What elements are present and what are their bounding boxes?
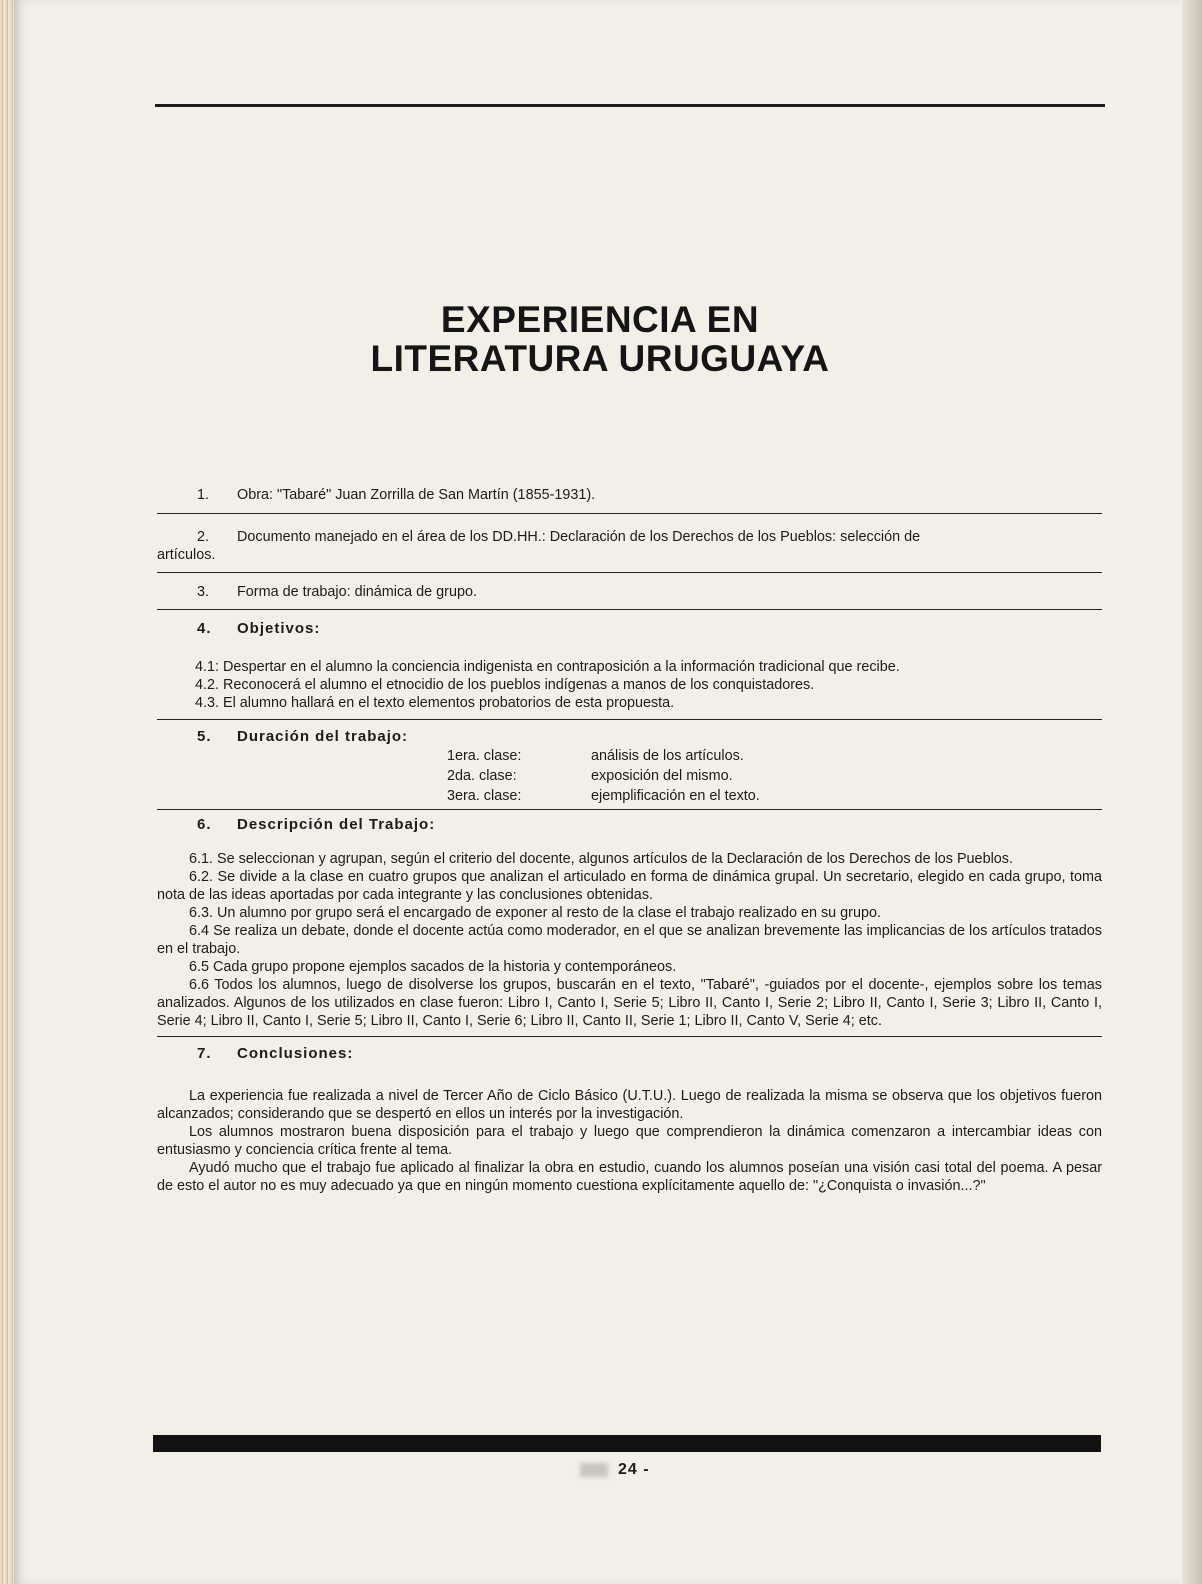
section-number: 4. — [197, 620, 212, 637]
page-edge-shadow — [1182, 0, 1202, 1584]
page-title — [330, 300, 870, 378]
section-number: 1. — [197, 487, 210, 503]
divider — [157, 1036, 1102, 1037]
duracion-table — [157, 747, 1102, 809]
section-number: 6. — [197, 816, 212, 833]
duracion-row — [157, 747, 1102, 767]
duracion-row — [157, 787, 1102, 807]
duracion-heading: Duración del trabajo: — [237, 728, 409, 745]
divider — [157, 513, 1102, 514]
obra-text: Obra: "Tabaré" Juan Zorrilla de San Martín (1855-1931). — [237, 487, 596, 503]
page-edge-stack — [0, 0, 14, 1584]
section-number: 7. — [197, 1045, 212, 1062]
clase-value: ejemplificación en el texto. — [591, 788, 760, 804]
page-number: 24 - — [618, 1461, 650, 1478]
descripcion-paragraph: 6.5 Cada grupo propone ejemplos sacados de la historia y contemporáneos. — [189, 959, 677, 975]
clase-label: 2da. clase: — [447, 768, 517, 784]
conclusiones-paragraph: Ayudó mucho que el trabajo fue aplicado al finalizar la obra en estudio, cuando los alumnos poseían una visión casi total del poema. A pesar de esto el autor no es muy adecuado ya que en ningún momento cuestiona explícitamente aquello de: "¿Conquista o invasión...?" — [157, 1160, 1102, 1194]
title-line-1: EXPERIENCIA EN — [440, 299, 760, 340]
section-documento — [157, 528, 1102, 573]
clase-value: análisis de los artículos. — [591, 748, 744, 764]
divider — [157, 809, 1102, 810]
title-line-2: LITERATURA URUGUAYA — [370, 338, 830, 379]
conclusiones-heading: Conclusiones: — [237, 1045, 354, 1062]
clase-label: 1era. clase: — [447, 748, 522, 764]
documento-text: Documento manejado en el área de los DD.HH.: Declaración de los Derechos de los Pueblos: selección de — [237, 529, 921, 545]
objetivos-heading: Objetivos: — [237, 620, 321, 637]
divider — [157, 719, 1102, 720]
section-duracion — [157, 728, 1102, 810]
forma-text: Forma de trabajo: dinámica de grupo. — [237, 584, 477, 600]
descripcion-paragraph: 6.4 Se realiza un debate, donde el docente actúa como moderador, en el que se analizan brevemente las implicancias de los artículos tratados en el trabajo. — [157, 923, 1102, 957]
clase-value: exposición del mismo. — [591, 768, 733, 784]
objetivo-line: 4.3. El alumno hallará en el texto elementos probatorios de esta propuesta. — [195, 695, 675, 711]
descripcion-paragraph: 6.2. Se divide a la clase en cuatro grupos que analizan el articulado en forma de dinámica grupal. Un secretario, elegido en cada grupo, toma nota de las ideas aportadas por cada integrante y las conclusiones obtenidas. — [157, 869, 1102, 903]
section-objetivos — [157, 620, 1102, 720]
conclusiones-paragraph: Los alumnos mostraron buena disposición para el trabajo y luego que comprendieron la dinámica comenzaron a intercambiar ideas con entusiasmo y conciencia crítica frente al tema. — [157, 1124, 1102, 1158]
clase-label: 3era. clase: — [447, 788, 522, 804]
descripcion-heading: Descripción del Trabajo: — [237, 816, 436, 833]
divider — [157, 609, 1102, 610]
objetivo-line: 4.1: Despertar en el alumno la conciencia indigenista en contraposición a la información tradicional que recibe. — [195, 659, 900, 675]
section-number: 3. — [197, 584, 210, 600]
section-descripcion — [157, 816, 1102, 1037]
section-number: 5. — [197, 728, 212, 745]
bottom-bar — [153, 1435, 1101, 1452]
descripcion-paragraph: 6.3. Un alumno por grupo será el encargado de exponer al resto de la clase el trabajo realizado en su grupo. — [189, 905, 881, 921]
section-number: 2. — [197, 529, 210, 545]
top-rule — [155, 104, 1105, 107]
divider — [157, 572, 1102, 573]
section-forma — [157, 583, 1102, 610]
descripcion-paragraph: 6.6 Todos los alumnos, luego de disolverse los grupos, buscarán en el texto, "Tabaré", -guiados por el docente-, ejemplos sobre los temas analizados. Algunos de los utilizados en clase fueron: Libro I, Canto I, Serie 5; Libro II, Canto I, Serie 2; Libro II, Canto I, Serie 3; Libro II, Canto I, Serie 4; Libro II, Canto I, Serie 5; Libro II, Canto I, Serie 6; Libro II, Canto II, Serie 1; Libro II, Canto V, Serie 4; etc. — [157, 977, 1102, 1029]
duracion-row — [157, 767, 1102, 787]
objetivo-line: 4.2. Reconocerá el alumno el etnocidio de los pueblos indígenas a manos de los conquistadores. — [195, 677, 815, 693]
document-body — [157, 486, 1102, 1195]
section-obra — [157, 486, 1102, 514]
descripcion-paragraph: 6.1. Se seleccionan y agrupan, según el criterio del docente, algunos artículos de la Declaración de los Derechos de los Pueblos. — [189, 851, 1013, 867]
section-conclusiones — [157, 1045, 1102, 1195]
documento-text-cont: artículos. — [157, 547, 216, 563]
conclusiones-paragraph: La experiencia fue realizada a nivel de Tercer Año de Ciclo Básico (U.T.U.). Luego de realizada la misma se observa que los objetivos fueron alcanzados; considerando que se despertó en ellos un interés por la investigación. — [157, 1088, 1102, 1122]
